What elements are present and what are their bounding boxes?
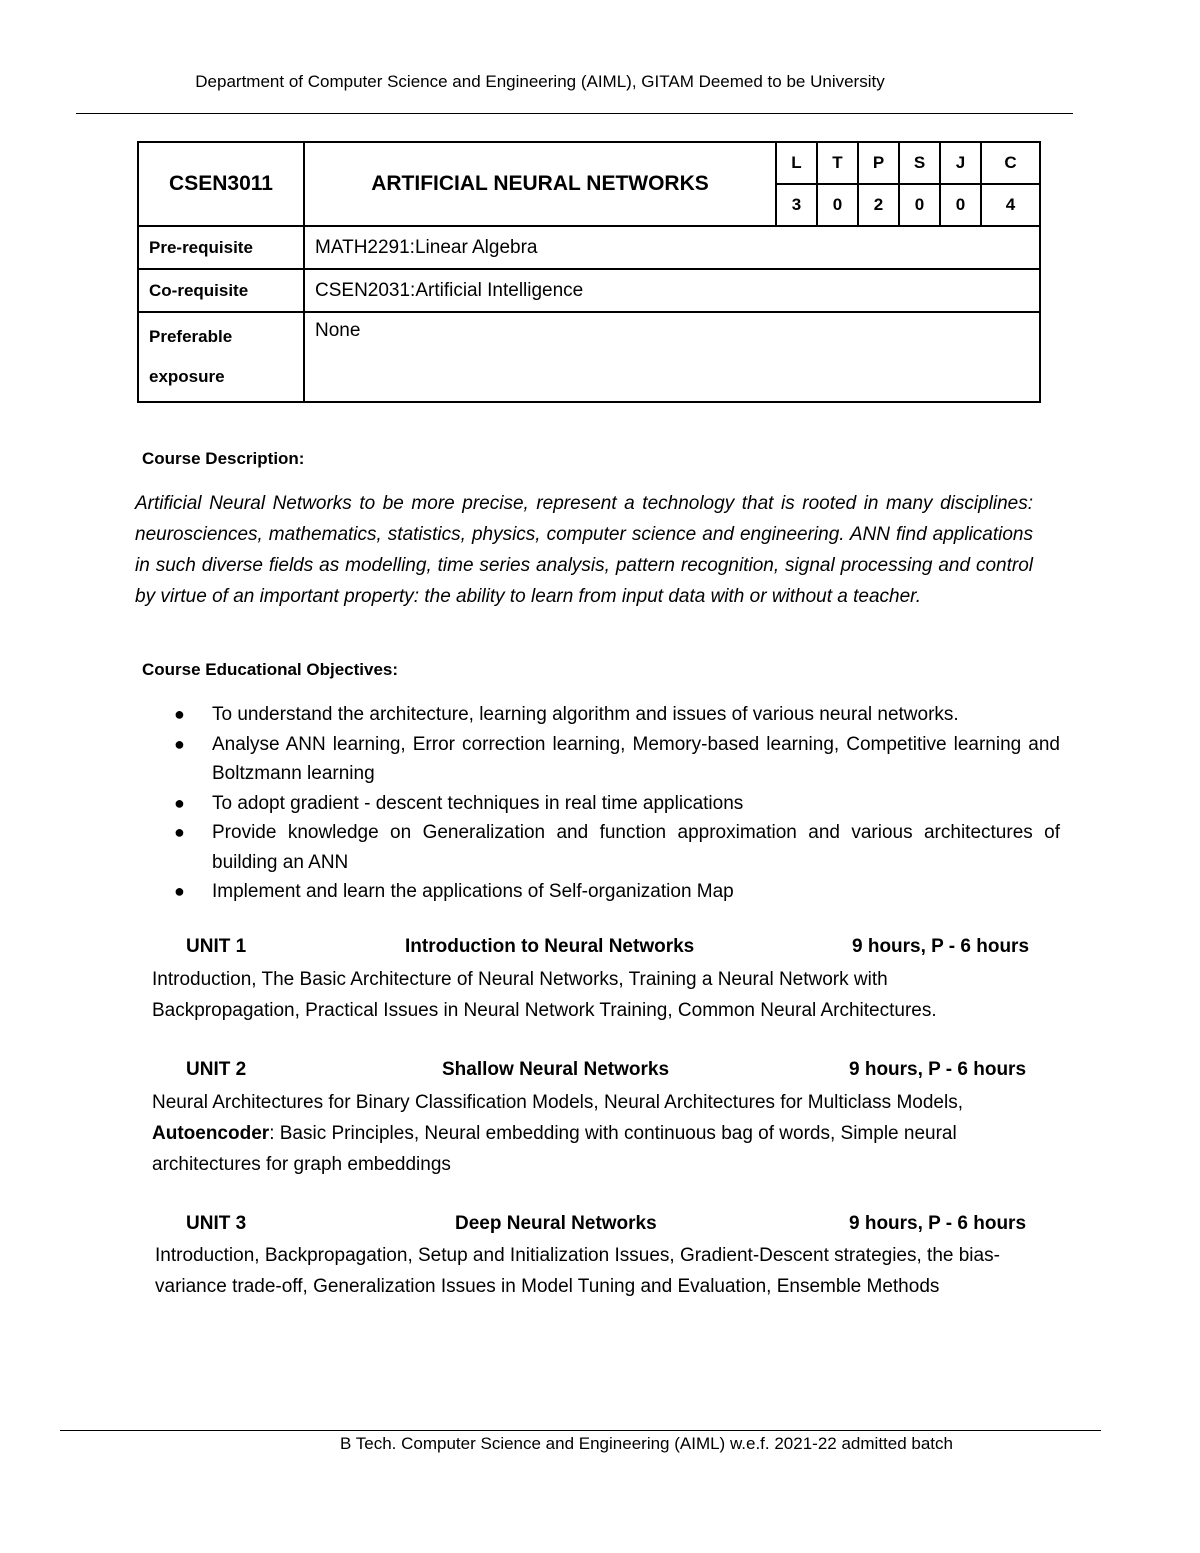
- ltp-value-t: 0: [817, 184, 858, 226]
- preferable-exposure-value: None: [304, 312, 1040, 402]
- preferable-label-line2: exposure: [149, 367, 225, 386]
- unit-2-body-text: Neural Architectures for Binary Classification Models, Neural Architectures for Multiclass Models,: [152, 1092, 963, 1113]
- ltp-header-j: J: [940, 142, 981, 184]
- ltp-header-l: L: [776, 142, 817, 184]
- prerequisite-label: Pre-requisite: [138, 226, 304, 269]
- objective-text: To understand the architecture, learning algorithm and issues of various neural networks.: [212, 704, 959, 725]
- footer-divider: [60, 1430, 1101, 1431]
- objective-item: [170, 818, 1060, 877]
- ltp-value-p: 2: [858, 184, 899, 226]
- unit-2-hours: 9 hours, P - 6 hours: [849, 1059, 1027, 1080]
- bullet-icon: ●: [174, 822, 185, 842]
- ltp-header-c: C: [981, 142, 1040, 184]
- objective-item: [170, 877, 1060, 907]
- course-title: ARTIFICIAL NEURAL NETWORKS: [304, 142, 776, 226]
- header-divider: [76, 113, 1073, 114]
- unit-1-label: UNIT 1: [186, 936, 247, 957]
- bullet-icon: ●: [174, 881, 185, 901]
- unit-3-label: UNIT 3: [186, 1213, 247, 1234]
- ltp-value-l: 3: [776, 184, 817, 226]
- unit-1-header: [0, 936, 1200, 962]
- bullet-icon: ●: [174, 792, 185, 813]
- autoencoder-term: Autoencoder: [152, 1123, 270, 1144]
- unit-2-body-text-rest: : Basic Principles, Neural embedding with continuous bag of words, Simple neural architectures for graph embeddings: [152, 1123, 957, 1175]
- objective-text: To adopt gradient - descent techniques in real time applications: [212, 792, 744, 814]
- unit-1-hours: 9 hours, P - 6 hours: [852, 936, 1030, 957]
- objectives-list: [170, 700, 1060, 907]
- objective-item: [170, 789, 1060, 819]
- unit-3-header: [0, 1213, 1200, 1239]
- corequisite-value: CSEN2031:Artificial Intelligence: [304, 269, 1040, 312]
- ltp-value-j: 0: [940, 184, 981, 226]
- ltp-header-s: S: [899, 142, 940, 184]
- objective-item: [170, 730, 1060, 789]
- unit-3-hours: 9 hours, P - 6 hours: [849, 1213, 1027, 1234]
- page-header: Department of Computer Science and Engineering (AIML), GITAM Deemed to be University: [195, 72, 885, 91]
- unit-2-title: Shallow Neural Networks: [442, 1059, 670, 1080]
- corequisite-label: Co-requisite: [138, 269, 304, 312]
- ltp-value-c: 4: [981, 184, 1040, 226]
- preferable-exposure-label: [138, 312, 304, 402]
- unit-2-label: UNIT 2: [186, 1059, 247, 1080]
- objective-text: Analyse ANN learning, Error correction learning, Memory-based learning, Competitive learning and Boltzmann learning: [212, 733, 1060, 784]
- bullet-icon: ●: [174, 704, 185, 724]
- description-heading: Course Description:: [142, 449, 305, 468]
- prerequisite-value: MATH2291:Linear Algebra: [304, 226, 1040, 269]
- course-code: CSEN3011: [138, 142, 304, 226]
- ltp-value-s: 0: [899, 184, 940, 226]
- objective-item: [170, 700, 1060, 730]
- unit-1-body: Introduction, The Basic Architecture of Neural Networks, Training a Neural Network with Backpropagation, Practical Issues in Neural Network Training, Common Neural Architectures.: [152, 969, 937, 1021]
- preferable-label-line1: Preferable: [149, 327, 233, 346]
- bullet-icon: ●: [174, 733, 185, 754]
- unit-2-body: [152, 1087, 1032, 1180]
- unit-2-header: [0, 1059, 1200, 1085]
- unit-3-title: Deep Neural Networks: [455, 1213, 657, 1234]
- course-info-table: [137, 141, 1041, 403]
- ltp-header-p: P: [858, 142, 899, 184]
- objectives-heading: Course Educational Objectives:: [142, 660, 399, 679]
- unit-3-body: Introduction, Backpropagation, Setup and Initialization Issues, Gradient-Descent strategies, the bias-variance trade-off, Generalization Issues in Model Tuning and Evaluation, Ensemble Methods: [155, 1245, 1000, 1297]
- description-text: Artificial Neural Networks to be more precise, represent a technology that is rooted in many disciplines: neurosciences, mathematics, statistics, physics, computer science and engineering. ANN find applications in such diverse fields as modelling, time series analysis, pattern recognition, signal processing and control by virtue of an important property: the ability to learn from input data with or without a teacher.: [135, 493, 1033, 607]
- ltp-header-t: T: [817, 142, 858, 184]
- objective-text: Provide knowledge on Generalization and function approximation and various architectures of building an ANN: [212, 822, 1060, 873]
- page-footer: B Tech. Computer Science and Engineering (AIML) w.e.f. 2021-22 admitted batch: [340, 1434, 953, 1453]
- unit-1-title: Introduction to Neural Networks: [405, 936, 695, 957]
- objective-text: Implement and learn the applications of Self-organization Map: [212, 881, 734, 902]
